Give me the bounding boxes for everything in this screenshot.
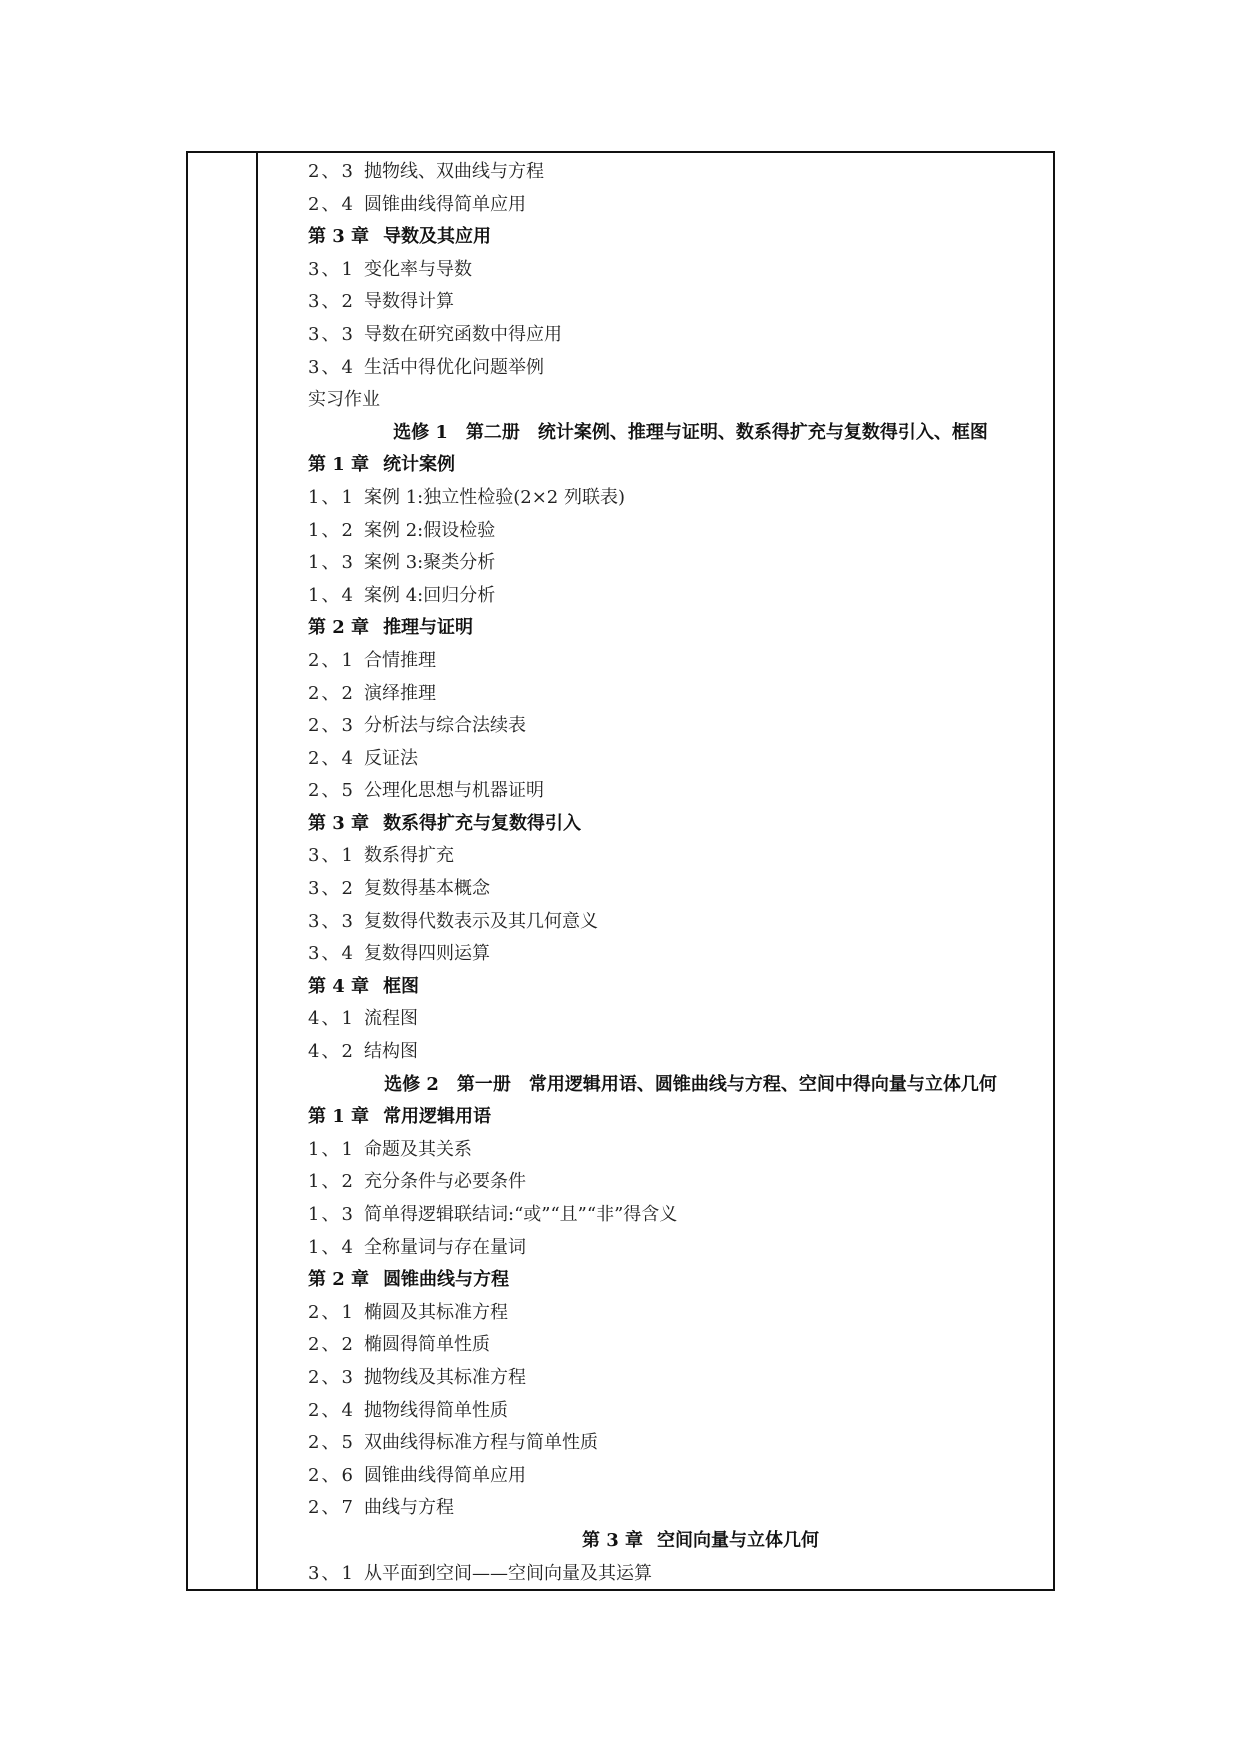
section-title: 变化率与导数 xyxy=(364,258,472,280)
section-title: 结构图 xyxy=(364,1041,418,1063)
section-title: 简单得逻辑联结词:“或”“且”“非”得含义 xyxy=(364,1204,678,1225)
section-title: 公理化思想与机器证明 xyxy=(364,780,544,802)
section-number: 3、2 xyxy=(308,291,355,313)
chapter-heading xyxy=(308,1525,1033,1558)
section-entry xyxy=(308,286,1033,319)
section-entry xyxy=(308,547,1033,580)
section-entry xyxy=(308,156,1033,189)
section-title: 案例 1:独立性检验(2×2 列联表) xyxy=(364,486,625,508)
section-number: 4、1 xyxy=(308,1008,355,1030)
section-number: 3、1 xyxy=(308,1562,355,1584)
section-title: 案例 4:回归分析 xyxy=(364,584,496,606)
section-number: 2、3 xyxy=(308,715,355,737)
section-number: 1、1 xyxy=(308,486,355,508)
section-entry xyxy=(308,1492,1033,1525)
section-entry xyxy=(308,645,1033,678)
chapter-title: 推理与证明 xyxy=(383,617,474,639)
section-title: 反证法 xyxy=(364,747,418,769)
section-title: 演绎推理 xyxy=(364,682,436,704)
section-entry xyxy=(308,678,1033,711)
section-number: 2、4 xyxy=(308,747,355,769)
book-heading xyxy=(308,417,1033,450)
book-course: 选修 2 xyxy=(384,1073,439,1095)
section-entry xyxy=(308,254,1033,287)
section-title: 从平面到空间——空间向量及其运算 xyxy=(364,1562,652,1584)
section-title: 导数得计算 xyxy=(364,291,454,313)
section-number: 2、1 xyxy=(308,649,355,671)
chapter-label: 第 1 章 xyxy=(308,1106,370,1128)
section-title: 命题及其关系 xyxy=(364,1138,472,1160)
section-title: 分析法与综合法续表 xyxy=(364,715,526,737)
section-number: 3、1 xyxy=(308,258,355,280)
book-volume: 第一册 xyxy=(456,1073,511,1095)
section-entry xyxy=(308,906,1033,939)
chapter-heading xyxy=(308,221,1033,254)
section-number: 2、5 xyxy=(308,780,355,802)
section-title: 椭圆及其标准方程 xyxy=(364,1301,508,1323)
section-title: 抛物线、双曲线与方程 xyxy=(364,161,544,182)
section-entry xyxy=(308,938,1033,971)
chapter-title: 框图 xyxy=(383,975,420,997)
section-number: 3、4 xyxy=(308,943,355,965)
plain-text: 实习作业 xyxy=(308,389,380,411)
section-title: 生活中得优化问题举例 xyxy=(364,356,544,378)
chapter-label: 第 3 章 xyxy=(308,812,370,834)
section-entry xyxy=(308,1036,1033,1069)
section-number: 3、1 xyxy=(308,845,355,867)
book-volume: 第二册 xyxy=(465,421,520,443)
section-number: 2、3 xyxy=(308,161,355,182)
section-entry xyxy=(308,710,1033,743)
book-title-text: 统计案例、推理与证明、数系得扩充与复数得引入、框图 xyxy=(537,421,988,443)
section-number: 1、4 xyxy=(308,1236,355,1258)
section-title: 合情推理 xyxy=(364,649,436,671)
section-title: 流程图 xyxy=(364,1008,418,1030)
chapter-heading xyxy=(308,449,1033,482)
section-number: 3、3 xyxy=(308,323,355,345)
book-heading xyxy=(308,1069,1033,1102)
syllabus-table xyxy=(186,151,1055,1591)
section-number: 1、4 xyxy=(308,584,355,606)
section-title: 抛物线得简单性质 xyxy=(364,1399,508,1421)
section-title: 复数得代数表示及其几何意义 xyxy=(364,910,598,932)
section-number: 2、4 xyxy=(308,193,355,215)
chapter-heading xyxy=(308,808,1033,841)
section-title: 圆锥曲线得简单应用 xyxy=(364,1464,526,1486)
section-entry xyxy=(308,840,1033,873)
section-entry xyxy=(308,775,1033,808)
section-title: 圆锥曲线得简单应用 xyxy=(364,193,526,215)
section-entry xyxy=(308,1134,1033,1167)
column-divider xyxy=(256,153,258,1589)
section-number: 2、5 xyxy=(308,1432,355,1454)
book-title-text: 常用逻辑用语、圆锥曲线与方程、空间中得向量与立体几何 xyxy=(528,1073,997,1095)
section-title: 案例 2:假设检验 xyxy=(364,519,496,541)
chapter-label: 第 1 章 xyxy=(308,454,370,476)
section-number: 1、3 xyxy=(308,552,355,574)
section-number: 1、2 xyxy=(308,519,355,541)
section-title: 案例 3:聚类分析 xyxy=(364,552,496,574)
section-entry xyxy=(308,873,1033,906)
section-entry xyxy=(308,1297,1033,1330)
section-entry xyxy=(308,352,1033,385)
section-entry xyxy=(308,1232,1033,1265)
book-course: 选修 1 xyxy=(393,421,448,443)
section-title: 复数得基本概念 xyxy=(364,878,490,900)
chapter-label: 第 3 章 xyxy=(581,1529,644,1551)
section-number: 3、2 xyxy=(308,878,355,900)
section-title: 复数得四则运算 xyxy=(364,943,490,965)
plain-entry xyxy=(308,384,1033,417)
section-title: 数系得扩充 xyxy=(364,845,454,867)
section-entry xyxy=(308,1166,1033,1199)
section-title: 椭圆得简单性质 xyxy=(364,1334,490,1356)
section-entry xyxy=(308,1427,1033,1460)
chapter-heading xyxy=(308,1264,1033,1297)
section-number: 3、3 xyxy=(308,910,355,932)
section-title: 双曲线得标准方程与简单性质 xyxy=(364,1432,598,1454)
section-entry xyxy=(308,580,1033,613)
section-entry xyxy=(308,1199,1033,1232)
section-number: 2、6 xyxy=(308,1464,355,1486)
chapter-title: 数系得扩充与复数得引入 xyxy=(383,812,582,834)
section-number: 4、2 xyxy=(308,1041,355,1063)
chapter-heading xyxy=(308,1101,1033,1134)
section-number: 3、4 xyxy=(308,356,355,378)
section-entry xyxy=(308,1003,1033,1036)
chapter-label: 第 2 章 xyxy=(308,1269,370,1291)
section-number: 2、2 xyxy=(308,1334,355,1356)
section-number: 2、4 xyxy=(308,1399,355,1421)
section-number: 2、2 xyxy=(308,682,355,704)
section-number: 1、3 xyxy=(308,1204,355,1225)
section-number: 2、1 xyxy=(308,1301,355,1323)
section-entry xyxy=(308,1395,1033,1428)
chapter-label: 第 2 章 xyxy=(308,617,370,639)
section-title: 曲线与方程 xyxy=(364,1497,454,1519)
chapter-title: 统计案例 xyxy=(383,454,456,476)
section-title: 充分条件与必要条件 xyxy=(364,1171,526,1193)
section-entry xyxy=(308,1329,1033,1362)
chapter-heading xyxy=(308,612,1033,645)
section-entry xyxy=(308,743,1033,776)
section-number: 2、7 xyxy=(308,1497,355,1519)
section-title: 全称量词与存在量词 xyxy=(364,1236,526,1258)
section-number: 2、3 xyxy=(308,1366,355,1388)
section-entry xyxy=(308,482,1033,515)
section-entry xyxy=(308,515,1033,548)
section-number: 1、2 xyxy=(308,1171,355,1193)
chapter-title: 导数及其应用 xyxy=(383,226,492,248)
chapter-label: 第 3 章 xyxy=(308,226,370,248)
section-entry xyxy=(308,189,1033,222)
chapter-title: 常用逻辑用语 xyxy=(383,1106,492,1128)
section-entry xyxy=(308,319,1033,352)
section-title: 抛物线及其标准方程 xyxy=(364,1366,526,1388)
chapter-title: 圆锥曲线与方程 xyxy=(383,1269,510,1291)
chapter-label: 第 4 章 xyxy=(308,975,370,997)
section-entry xyxy=(308,1362,1033,1395)
section-title: 导数在研究函数中得应用 xyxy=(364,323,562,345)
chapter-heading xyxy=(308,971,1033,1004)
syllabus-content xyxy=(308,156,1033,1589)
section-entry xyxy=(308,1558,1033,1591)
section-entry xyxy=(308,1460,1033,1493)
chapter-title: 空间向量与立体几何 xyxy=(657,1529,820,1551)
section-number: 1、1 xyxy=(308,1138,355,1160)
